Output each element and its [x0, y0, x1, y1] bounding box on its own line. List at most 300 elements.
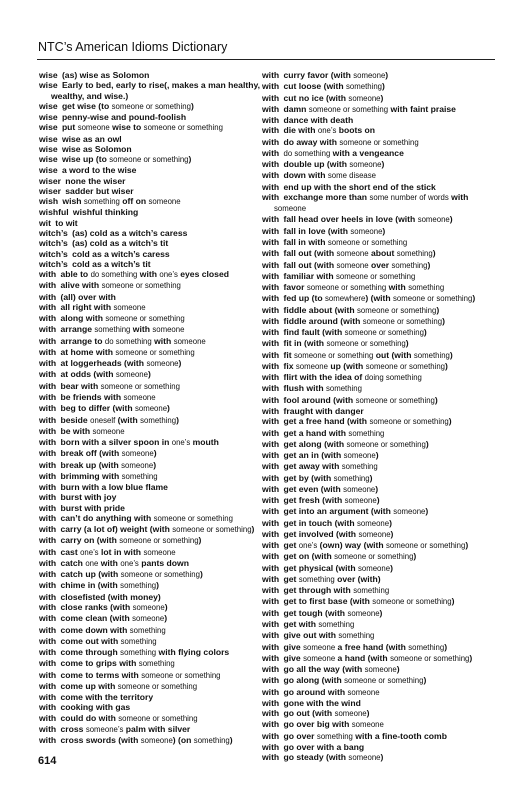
- entry-phrase-text: come to terms with: [60, 669, 142, 680]
- entry-phrase-text: along with: [60, 313, 106, 324]
- entry-placeholder-word: something: [413, 350, 450, 360]
- index-entry: [39, 692, 271, 702]
- entry-phrase-text: ): [425, 506, 429, 517]
- entry-placeholder-word: someone: [343, 484, 376, 494]
- index-entry: [39, 369, 271, 380]
- entry-keyword: with: [39, 512, 57, 523]
- entry-placeholder-word: someone: [358, 529, 391, 539]
- entry-placeholder-word: someone: [148, 197, 181, 207]
- entry-phrase-text: ): [375, 450, 379, 461]
- entry-phrase-text: boots on: [336, 125, 376, 136]
- entry-keyword: with: [262, 81, 280, 92]
- index-entry: [39, 724, 271, 735]
- entry-keyword: with: [262, 652, 280, 663]
- index-entry: [39, 186, 271, 196]
- entry-phrase-text: burst with joy: [60, 492, 117, 503]
- entry-keyword: with: [39, 546, 57, 557]
- entry-keyword: with: [262, 472, 280, 483]
- index-entry: [262, 563, 494, 574]
- entry-placeholder-word: someone or something: [117, 681, 198, 691]
- index-entry: [262, 271, 494, 282]
- entry-keyword: with: [262, 697, 280, 708]
- entry-placeholder-word: something: [316, 731, 353, 741]
- entry-keyword: with: [262, 630, 280, 641]
- entry-phrase-text: get involved (with: [283, 528, 359, 539]
- entry-placeholder-word: someone or something: [346, 439, 426, 449]
- index-entry: [39, 112, 271, 122]
- entry-phrase-text: damn: [283, 103, 309, 114]
- entry-phrase-text: fall in with: [283, 236, 328, 247]
- entry-placeholder-word: one’s: [80, 547, 99, 557]
- entry-phrase-text: a hand (with: [335, 652, 391, 663]
- index-entry: [39, 524, 271, 535]
- entry-placeholder-word: one: [85, 558, 99, 568]
- entry-phrase-text: wise as an owl: [61, 133, 122, 144]
- entry-phrase-text: burst with pride: [60, 502, 125, 513]
- entry-phrase-text: Early to bed, early to rise(, makes a man healthy, wealthy, and wise.): [51, 80, 260, 101]
- entry-keyword: with: [262, 125, 280, 136]
- entry-phrase-text: arrange to: [60, 335, 105, 346]
- entry-keyword: with: [262, 664, 280, 675]
- index-entry: [262, 675, 494, 686]
- entry-phrase-text: with: [137, 269, 160, 280]
- entry-phrase-text: ): [432, 248, 436, 259]
- entry-phrase-text: go around with: [283, 686, 348, 697]
- entry-placeholder-word: do something: [104, 336, 152, 346]
- left-column: [39, 70, 271, 746]
- entry-keyword: with: [39, 380, 57, 391]
- entry-phrase-text: ): [147, 369, 151, 380]
- entry-phrase-text: ): [425, 438, 429, 449]
- entry-phrase-text: do away with: [283, 136, 340, 147]
- entry-placeholder-word: someone or something: [153, 513, 233, 523]
- entry-keyword: wise: [39, 100, 58, 111]
- entry-phrase-text: fed up (to: [283, 293, 326, 304]
- entry-phrase-text: carry on (with: [60, 535, 120, 546]
- entry-placeholder-word: one’s: [120, 558, 139, 568]
- entry-phrase-text: a word to the wise: [61, 165, 137, 176]
- index-entry: [262, 237, 494, 248]
- entry-phrase-text: ): [389, 517, 392, 528]
- entry-placeholder-word: someone or something: [393, 294, 473, 304]
- entry-placeholder-word: something: [140, 415, 177, 425]
- entry-keyword: with: [39, 346, 57, 357]
- entry-keyword: with: [39, 437, 57, 448]
- entry-phrase-text: with: [151, 335, 174, 346]
- entry-placeholder-word: someone or something: [141, 670, 221, 680]
- index-entry: [39, 70, 271, 80]
- entry-keyword: with: [262, 372, 280, 383]
- entry-placeholder-word: someone: [334, 709, 367, 719]
- entry-phrase-text: ): [199, 569, 203, 580]
- entry-phrase-text: ): [465, 540, 469, 551]
- entry-phrase-text: down with: [283, 170, 328, 181]
- index-entry: [39, 681, 271, 692]
- index-entry: [39, 228, 271, 238]
- entry-placeholder-word: something: [408, 642, 445, 652]
- entry-phrase-text: with: [386, 282, 409, 293]
- entry-placeholder-word: one’s: [298, 541, 318, 551]
- entry-keyword: with: [262, 315, 280, 326]
- entry-phrase-text: be with: [60, 425, 93, 436]
- entry-phrase-text: brimming with: [60, 470, 122, 481]
- index-entry: [39, 280, 271, 291]
- entry-phrase-text: wise as Solomon: [61, 143, 132, 154]
- entry-phrase-text: fit: [283, 349, 294, 360]
- entry-placeholder-word: something: [325, 384, 362, 394]
- entry-placeholder-word: someone: [121, 460, 154, 470]
- entry-phrase-text: ): [382, 81, 385, 92]
- index-entry: [262, 406, 494, 416]
- entry-keyword: with: [39, 291, 57, 302]
- entry-placeholder-word: one’s: [159, 270, 178, 280]
- entry-placeholder-word: someone or something: [306, 283, 387, 293]
- entry-phrase-text: favor: [283, 282, 307, 293]
- entry-phrase-text: ): [198, 535, 202, 546]
- index-entry: [39, 259, 271, 269]
- entry-keyword: with: [262, 540, 280, 551]
- running-head: NTC’s American Idioms Dictionary: [38, 40, 228, 54]
- entry-phrase-text: close ranks (with: [60, 602, 133, 613]
- entry-keyword: with: [262, 259, 280, 270]
- entry-placeholder-word: someone: [77, 123, 110, 133]
- index-entry: [39, 460, 271, 471]
- entry-placeholder-word: someone: [357, 518, 390, 528]
- entry-placeholder-word: someone: [303, 642, 336, 652]
- entry-keyword: with: [39, 602, 57, 613]
- index-entry: [262, 428, 494, 439]
- entry-phrase-text: get: [283, 540, 299, 551]
- entry-phrase-text: go over with a bang: [283, 741, 365, 752]
- index-entry: [39, 176, 271, 186]
- entry-placeholder-word: someone or something: [386, 541, 466, 551]
- entry-phrase-text: ): [427, 259, 431, 270]
- entry-placeholder-word: someone: [134, 404, 168, 414]
- entry-keyword: witch’s: [39, 248, 68, 259]
- entry-phrase-text: ): [251, 524, 255, 535]
- index-entry: [39, 513, 271, 524]
- entry-phrase-text: ): [178, 358, 182, 369]
- entry-placeholder-word: someone or something: [293, 350, 374, 360]
- entry-placeholder-word: doing something: [364, 373, 422, 383]
- entry-phrase-text: ): [153, 459, 157, 470]
- entry-placeholder-word: someone’s: [85, 724, 124, 734]
- entry-placeholder-word: someone: [140, 736, 173, 746]
- index-entry: [39, 503, 271, 513]
- entry-phrase-text: catch: [60, 557, 86, 568]
- entry-keyword: wish: [39, 196, 59, 207]
- index-entry: [262, 260, 494, 271]
- entry-placeholder-word: someone: [274, 204, 307, 214]
- entry-keyword: with: [39, 591, 57, 602]
- entry-phrase-text: catch up (with: [60, 569, 121, 580]
- index-entry: [39, 613, 271, 624]
- entry-phrase-text: get tough (with: [283, 607, 348, 618]
- index-entry: [39, 471, 271, 482]
- entry-placeholder-word: something: [120, 648, 157, 658]
- entry-phrase-text: go along (with: [283, 675, 345, 686]
- index-entry: [39, 558, 271, 569]
- index-entry: [262, 148, 494, 159]
- entry-phrase-text: give: [283, 652, 304, 663]
- entry-placeholder-word: one’s: [171, 438, 191, 448]
- entry-phrase-text: penny-wise and pound-foolish: [61, 112, 187, 123]
- entry-keyword: with: [39, 647, 57, 658]
- entry-placeholder-word: someone: [123, 392, 156, 402]
- index-entry: [262, 731, 494, 742]
- entry-phrase-text: come out with: [60, 635, 121, 646]
- entry-keyword: with: [262, 438, 280, 449]
- entry-placeholder-word: someone or something: [111, 101, 191, 111]
- entry-phrase-text: burn with a low blue flame: [60, 482, 168, 493]
- entry-phrase-text: bear with: [60, 380, 101, 391]
- entry-phrase-text: ): [176, 414, 179, 425]
- entry-keyword: wise: [39, 133, 58, 144]
- entry-phrase-text: ): [445, 360, 448, 371]
- entry-placeholder-word: something: [348, 428, 385, 438]
- entry-placeholder-word: someone or something: [362, 316, 443, 326]
- index-entry: [262, 316, 494, 327]
- entry-phrase-text: ): [375, 483, 379, 494]
- entry-phrase-text: get on (with: [283, 551, 335, 562]
- entry-phrase-text: cut loose (with: [283, 81, 347, 92]
- entry-placeholder-word: someone: [351, 720, 384, 730]
- entry-placeholder-word: someone or something: [143, 123, 223, 133]
- index-entry: [262, 170, 494, 181]
- entry-keyword: wise: [39, 122, 58, 133]
- entry-keyword: with: [262, 293, 280, 304]
- entry-placeholder-word: someone: [146, 359, 179, 369]
- entry-phrase-text: ): [376, 495, 380, 506]
- index-entry: [262, 630, 494, 641]
- index-entry: [262, 529, 494, 540]
- entry-placeholder-word: something: [121, 471, 158, 481]
- entry-placeholder-word: something: [83, 197, 120, 207]
- entry-phrase-text: curry favor (with: [283, 70, 354, 80]
- entry-keyword: with: [262, 181, 280, 192]
- entry-keyword: wise: [39, 80, 58, 91]
- entry-phrase-text: get a hand with: [283, 427, 349, 438]
- entry-phrase-text: mouth: [190, 437, 219, 448]
- entry-phrase-text: ): [229, 735, 233, 746]
- entry-phrase-text: cross swords (with: [60, 735, 141, 746]
- index-entry: [262, 619, 494, 630]
- entry-placeholder-word: someone or something: [119, 536, 199, 546]
- entry-phrase-text: get: [283, 573, 299, 584]
- entry-placeholder-word: someone: [173, 336, 206, 346]
- index-entry: [262, 642, 494, 653]
- index-entry: [39, 313, 271, 324]
- entry-keyword: with: [262, 383, 280, 394]
- entry-keyword: with: [262, 752, 280, 763]
- index-entry: [262, 361, 494, 372]
- entry-phrase-text: familiar with: [283, 270, 337, 281]
- entry-keyword: with: [262, 349, 280, 360]
- entry-keyword: with: [262, 70, 280, 80]
- entry-phrase-text: break off (with: [60, 448, 122, 459]
- entry-phrase-text: (as) wise as Solomon: [61, 70, 150, 80]
- entry-keyword: with: [39, 569, 57, 580]
- entry-placeholder-word: someone: [348, 93, 381, 103]
- index-entry: [262, 305, 494, 316]
- entry-phrase-text: ): [469, 652, 473, 663]
- entry-phrase-text: with: [98, 557, 121, 568]
- entry-phrase-text: at home with: [60, 346, 116, 357]
- entry-phrase-text: come to grips with: [60, 658, 139, 669]
- entry-phrase-text: get physical (with: [283, 562, 358, 573]
- index-entry: [39, 625, 271, 636]
- entry-phrase-text: get fresh (with: [283, 495, 345, 506]
- entry-phrase-text: come through: [60, 647, 121, 658]
- entry-keyword: with: [262, 483, 280, 494]
- index-entry: [262, 608, 494, 619]
- entry-keyword: with: [39, 557, 57, 568]
- index-entry: [262, 719, 494, 730]
- index-entry: [262, 752, 494, 763]
- entry-phrase-text: at loggerheads (with: [60, 358, 147, 369]
- index-entry: [262, 248, 494, 259]
- entry-keyword: with: [262, 327, 280, 338]
- entry-phrase-text: (with: [115, 414, 141, 425]
- entry-phrase-text: ): [390, 562, 393, 573]
- entry-keyword: wit: [39, 217, 51, 228]
- index-entry: [39, 336, 271, 347]
- index-entry: [262, 395, 494, 406]
- entry-phrase-text: fraught with danger: [283, 405, 364, 416]
- entry-keyword: wise: [39, 70, 58, 80]
- entry-placeholder-word: do something: [90, 270, 138, 280]
- entry-keyword: with: [39, 459, 57, 470]
- entry-placeholder-word: someone or something: [327, 237, 408, 247]
- entry-phrase-text: ): [164, 602, 168, 613]
- entry-phrase-text: could do with: [60, 712, 119, 723]
- index-entry: [39, 80, 271, 101]
- entry-placeholder-word: one’s: [317, 126, 337, 136]
- entry-keyword: with: [262, 641, 280, 652]
- entry-placeholder-word: something: [298, 574, 335, 584]
- index-entry: [262, 551, 494, 562]
- entry-placeholder-word: something: [318, 620, 355, 630]
- entry-phrase-text: get into an argument (with: [283, 506, 394, 517]
- entry-keyword: with: [262, 214, 280, 225]
- entry-placeholder-word: oneself: [90, 415, 116, 425]
- entry-phrase-text: palm with silver: [123, 723, 191, 734]
- entry-keyword: with: [39, 313, 57, 324]
- index-entry: [39, 347, 271, 358]
- entry-phrase-text: ): [449, 349, 453, 360]
- entry-phrase-text: wise up (to: [61, 154, 110, 165]
- entry-phrase-text: get a free hand (with: [283, 416, 370, 427]
- index-entry: [262, 495, 494, 506]
- entry-keyword: with: [262, 562, 280, 573]
- entry-placeholder-word: something: [391, 260, 428, 270]
- entry-keyword: with: [262, 506, 280, 517]
- index-entry: [262, 596, 494, 607]
- index-entry: [262, 450, 494, 461]
- entry-phrase-text: go over: [283, 730, 317, 741]
- entry-keyword: with: [262, 225, 280, 236]
- entry-phrase-text: chime in (with: [60, 580, 121, 591]
- entry-phrase-text: ): [434, 394, 438, 405]
- index-entry: [39, 647, 271, 658]
- entry-placeholder-word: someone: [349, 160, 382, 170]
- index-entry: [262, 338, 494, 349]
- entry-keyword: with: [262, 730, 280, 741]
- index-entry: [39, 381, 271, 392]
- entry-keyword: with: [262, 427, 280, 438]
- entry-phrase-text: ): [380, 752, 384, 763]
- entry-phrase-text: wishful thinking: [72, 207, 139, 218]
- entry-phrase-text: arrange: [60, 324, 95, 335]
- entry-phrase-text: gone with the wind: [283, 697, 361, 708]
- entry-keyword: witch’s: [39, 258, 68, 269]
- index-entry: [39, 437, 271, 448]
- index-entry: [262, 182, 494, 192]
- entry-phrase-text: ): [188, 154, 192, 165]
- entry-phrase-text: to wit: [55, 217, 78, 228]
- index-entry: [262, 115, 494, 125]
- index-entry: [39, 492, 271, 502]
- entry-phrase-text: cooking with gas: [60, 702, 131, 713]
- entry-keyword: with: [262, 607, 280, 618]
- entry-phrase-text: (own) way (with: [317, 540, 387, 551]
- index-entry: [39, 122, 271, 133]
- entry-placeholder-word: someone or something: [365, 361, 446, 371]
- entry-keyword: with: [262, 115, 280, 126]
- entry-phrase-text: go steady (with: [283, 752, 349, 763]
- entry-phrase-text: find fault (with: [283, 327, 345, 338]
- index-entry: [39, 713, 271, 724]
- entry-placeholder-word: someone: [336, 260, 369, 270]
- entry-keyword: with: [39, 324, 57, 335]
- entry-phrase-text: ): [369, 472, 373, 483]
- entry-placeholder-word: someone: [115, 370, 148, 380]
- entry-phrase-text: ): [442, 315, 445, 326]
- page-number: 614: [38, 755, 57, 767]
- entry-keyword: with: [262, 338, 280, 349]
- index-entry: [39, 207, 271, 217]
- entry-phrase-text: with a fine-tooth comb: [352, 730, 447, 741]
- index-entry: [39, 670, 271, 681]
- entry-phrase-text: ): [423, 327, 427, 338]
- index-entry: [39, 735, 271, 746]
- entry-phrase-text: end up with the short end of the stick: [283, 181, 436, 192]
- index-entry: [262, 282, 494, 293]
- entry-phrase-text: get away with: [283, 461, 342, 472]
- entry-phrase-text: dance with death: [283, 115, 354, 126]
- entry-keyword: wise: [39, 165, 58, 176]
- entry-keyword: with: [262, 596, 280, 607]
- index-entry: [39, 636, 271, 647]
- entry-keyword: with: [262, 270, 280, 281]
- entry-keyword: with: [262, 282, 280, 293]
- entry-placeholder-word: something: [353, 586, 390, 596]
- index-entry: [39, 101, 271, 112]
- entry-placeholder-word: somewhere: [325, 294, 366, 304]
- entry-keyword: with: [262, 708, 280, 719]
- index-entry: [39, 415, 271, 426]
- entry-phrase-text: with faint praise: [388, 103, 456, 114]
- entry-keyword: with: [262, 236, 280, 247]
- entry-placeholder-word: someone or something: [334, 552, 414, 562]
- entry-keyword: with: [262, 528, 280, 539]
- entry-phrase-text: fool around (with: [283, 394, 356, 405]
- entry-keyword: with: [39, 613, 57, 624]
- entry-keyword: with: [39, 369, 57, 380]
- index-entry: [262, 125, 494, 136]
- index-entry: [39, 196, 271, 207]
- index-entry: [262, 192, 494, 215]
